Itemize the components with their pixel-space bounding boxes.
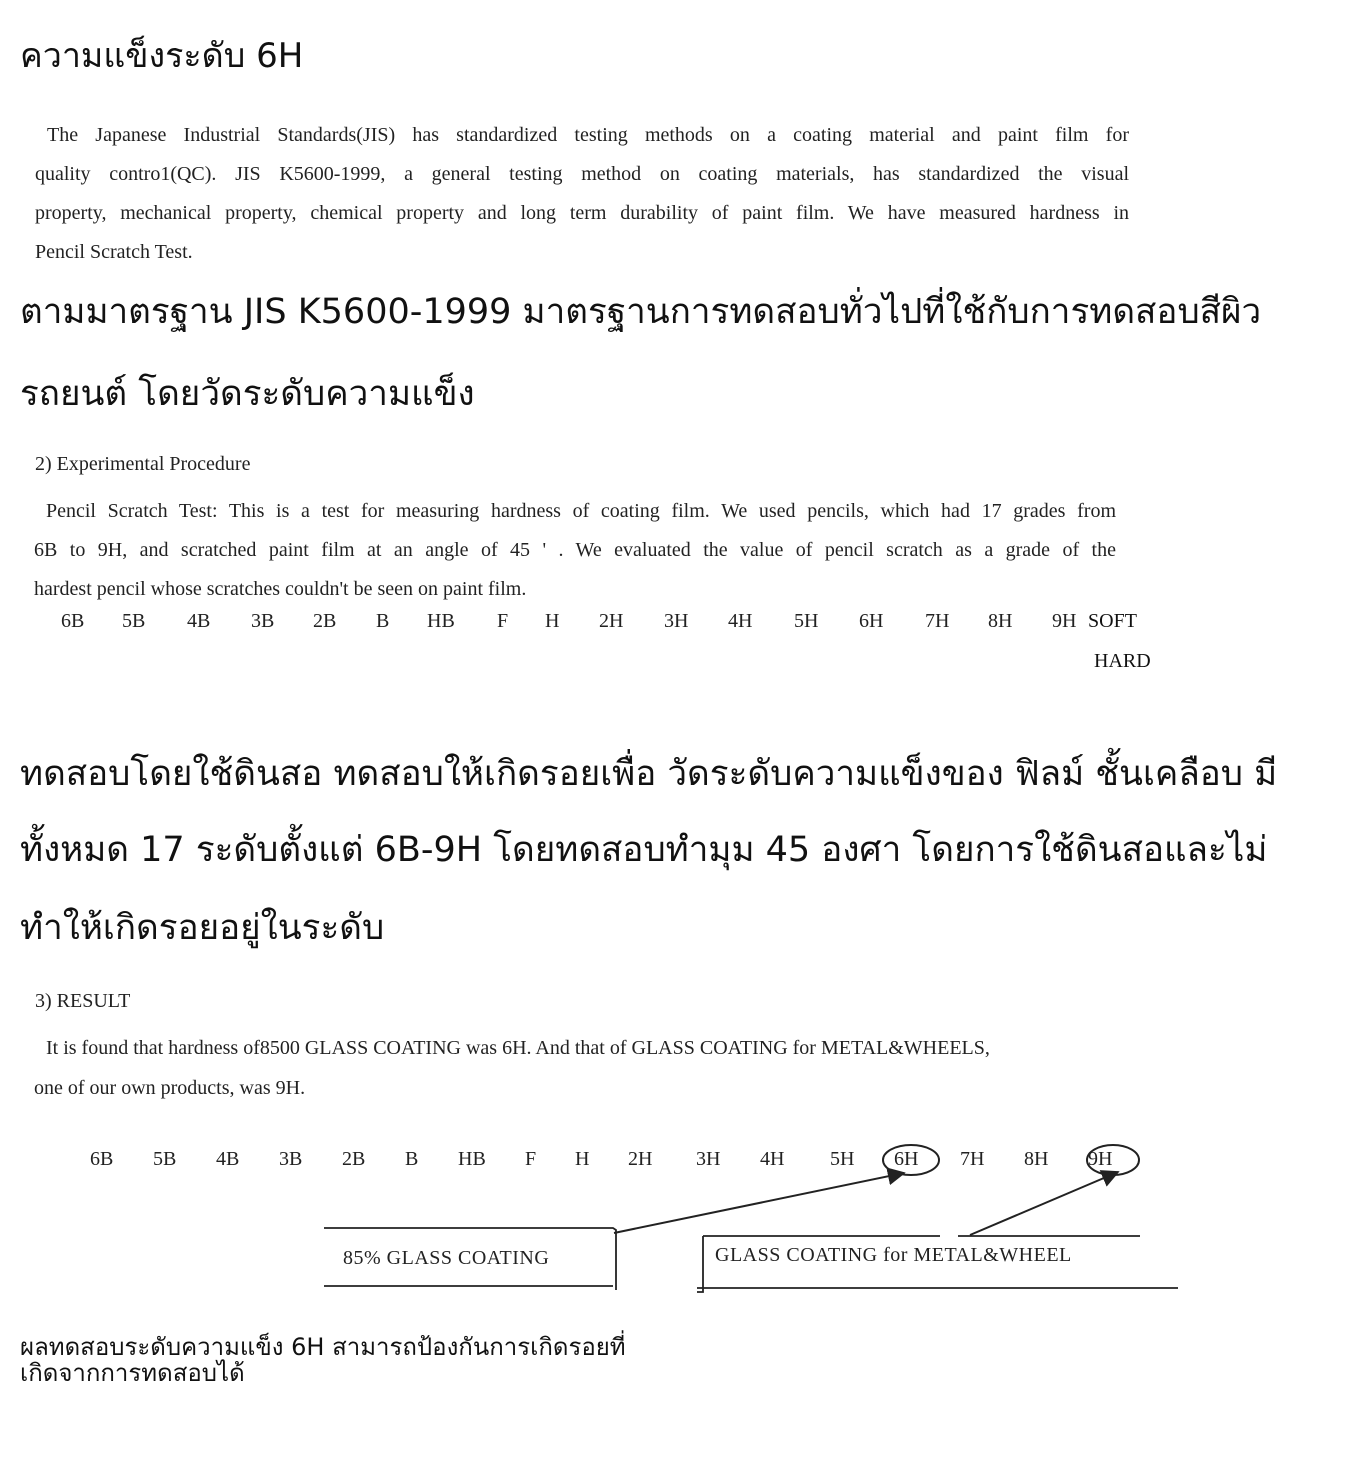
thai-paragraph-2-line-2: ทั้งหมด 17 ระดับตั้งแต่ 6B-9H โดยทดสอบทำมุม 45 องศา โดยการใช้ดินสอและไม่ [20, 830, 1268, 870]
result-grade-b: B [405, 1148, 419, 1170]
grade-hb: HB [427, 610, 455, 632]
result-line-1: It is found that hardness of8500 GLASS COATING was 6H. And that of GLASS COATING for METAL&WHEELS, [46, 1037, 990, 1059]
result-heading: 3) RESULT [35, 990, 131, 1012]
result-paragraph [34, 1028, 1134, 1108]
grade-9h: 9H [1052, 610, 1077, 632]
procedure-line-1: Pencil Scratch Test: This is a test for measuring hardness of coating film. We used pencils, which had 17 grades from [46, 500, 1116, 522]
grade-b: B [376, 610, 390, 632]
result-grade-5h: 5H [830, 1148, 855, 1170]
grade-4h: 4H [728, 610, 753, 632]
result-grade-2b: 2B [342, 1148, 366, 1170]
soft-label: SOFT [1088, 610, 1137, 632]
result-line-2: one of our own products, was 9H. [34, 1077, 306, 1099]
summary-line-1: ผลทดสอบระดับความแข็ง 6H สามารถป้องกันการเกิดรอยที่ [20, 1333, 626, 1361]
page-title: ความแข็งระดับ 6H [20, 36, 304, 76]
arrow-to-6h [614, 1173, 904, 1233]
grade-f: F [497, 610, 509, 632]
pencil-grade-scale [0, 610, 1366, 636]
result-grade-8h: 8H [1024, 1148, 1049, 1170]
thai-paragraph-2-line-1: ทดสอบโดยใช้ดินสอ ทดสอบให้เกิดรอยเพื่อ วัดระดับความแข็งของ ฟิลม์ ชั้นเคลือบ มี [20, 754, 1278, 794]
procedure-paragraph [34, 492, 1116, 609]
circle-6h [883, 1145, 939, 1175]
summary [20, 1334, 720, 1386]
grade-5b: 5B [122, 610, 146, 632]
result-grade-hb: HB [458, 1148, 486, 1170]
procedure-line-2: 6B to 9H, and scratched paint film at an angle of 45 ' . We evaluated the value of pencil scratch as a grade of the [34, 539, 1116, 561]
jis-paragraph [35, 116, 1129, 272]
grade-2h: 2H [599, 610, 624, 632]
procedure-line-3: hardest pencil whose scratches couldn't be seen on paint film. [34, 578, 527, 600]
grade-3b: 3B [251, 610, 275, 632]
thai-paragraph-1-line-1: ตามมาตรฐาน JIS K5600-1999 มาตรฐานการทดสอบทั่วไปที่ใช้กับการทดสอบสีผิว [20, 292, 1262, 332]
result-grade-4h: 4H [760, 1148, 785, 1170]
summary-line-2: เกิดจากการทดสอบได้ [20, 1359, 245, 1387]
result-grade-h: H [575, 1148, 590, 1170]
thai-paragraph-1-line-2: รถยนต์ โดยวัดระดับความแข็ง [20, 374, 475, 414]
jis-line-3: property, mechanical property, chemical property and long term durability of paint film. We have measured hardness in [35, 202, 1129, 224]
result-grade-6b: 6B [90, 1148, 114, 1170]
result-grade-5b: 5B [153, 1148, 177, 1170]
grade-5h: 5H [794, 610, 819, 632]
result-grade-7h: 7H [960, 1148, 985, 1170]
thai-paragraph-2-line-3: ทำให้เกิดรอยอยู่ในระดับ [20, 908, 385, 948]
procedure-heading: 2) Experimental Procedure [35, 453, 251, 475]
result-grade-4b: 4B [216, 1148, 240, 1170]
grade-6b: 6B [61, 610, 85, 632]
grade-4b: 4B [187, 610, 211, 632]
grade-3h: 3H [664, 610, 689, 632]
box-85-label: 85% GLASS COATING [343, 1247, 550, 1269]
result-grade-f: F [525, 1148, 537, 1170]
arrow-to-9h [970, 1172, 1118, 1235]
result-grade-9h: 9H [1088, 1148, 1113, 1170]
box-metal-label: GLASS COATING for METAL&WHEEL [715, 1244, 1072, 1266]
grade-h: H [545, 610, 560, 632]
grade-7h: 7H [925, 610, 950, 632]
grade-6h: 6H [859, 610, 884, 632]
result-diagram [0, 1130, 1366, 1310]
jis-line-4: Pencil Scratch Test. [35, 241, 193, 263]
jis-line-1: The Japanese Industrial Standards(JIS) has standardized testing methods on a coating material and paint film for [47, 124, 1129, 146]
result-grade-6h: 6H [894, 1148, 919, 1170]
result-grade-2h: 2H [628, 1148, 653, 1170]
hard-label: HARD [1094, 650, 1151, 672]
grade-2b: 2B [313, 610, 337, 632]
result-grade-3h: 3H [696, 1148, 721, 1170]
jis-line-2: quality contro1(QC). JIS K5600-1999, a general testing method on coating materials, has standardized the visual [35, 163, 1129, 185]
grade-8h: 8H [988, 610, 1013, 632]
result-grade-3b: 3B [279, 1148, 303, 1170]
circle-9h [1087, 1145, 1139, 1175]
